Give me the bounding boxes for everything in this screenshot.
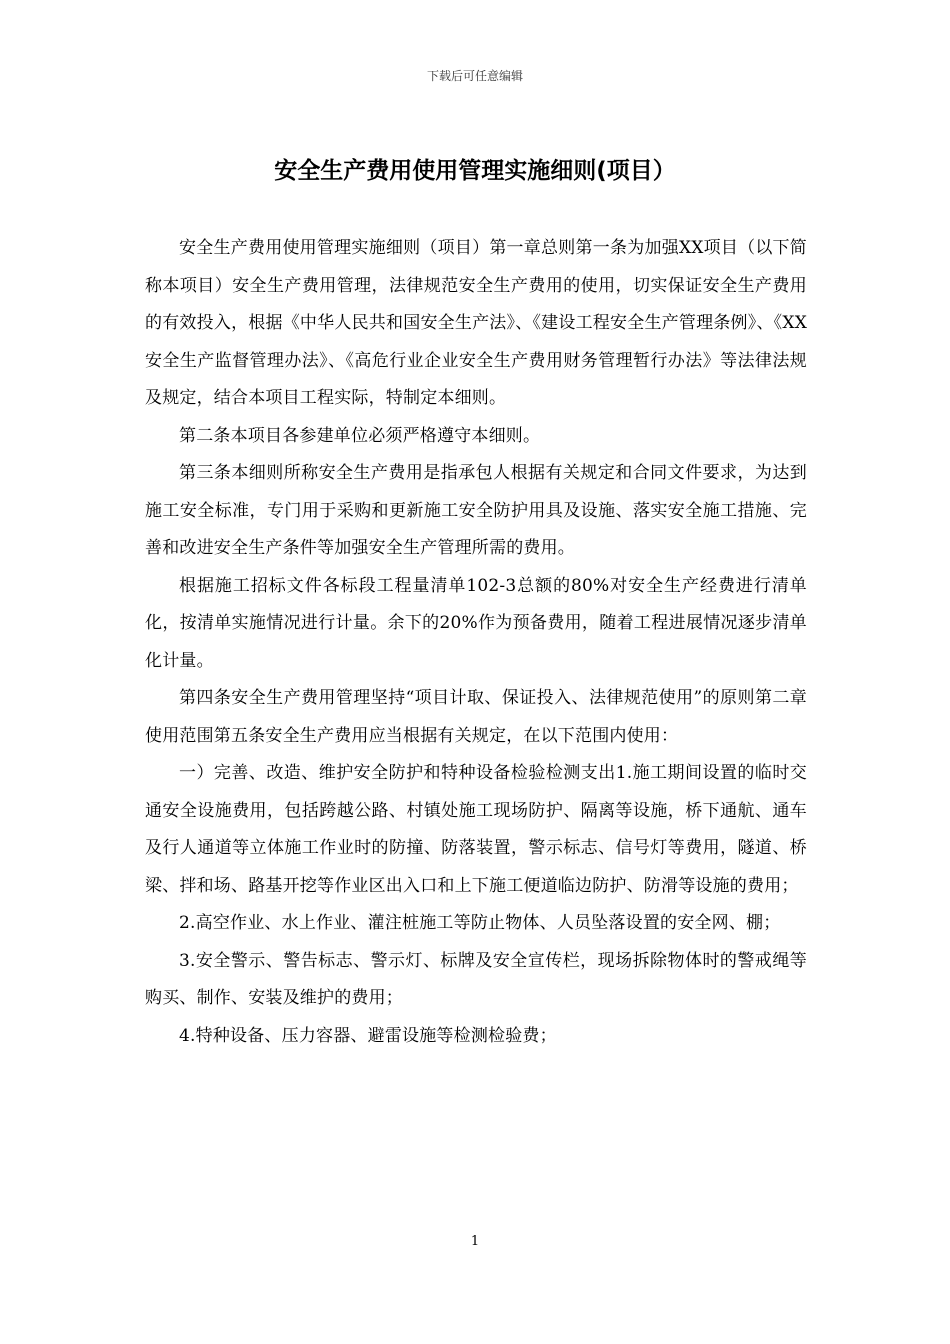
paragraph: 3.安全警示、警告标志、警示灯、标牌及安全宣传栏，现场拆除物体时的警戒绳等购买、制作、安装及维护的费用； [145, 950, 807, 1008]
page-number: 1 [470, 1234, 480, 1249]
paragraph: 根据施工招标文件各标段工程量清单102-3总额的80%对安全生产经费进行清单化，按清单实施情况进行计量。余下的20%作为预备费用，随着工程进展情况逐步清单化计量。 [145, 575, 807, 671]
document-title: 安全生产费用使用管理实施细则(项目） [274, 158, 676, 184]
paragraph: 第三条本细则所称安全生产费用是指承包人根据有关规定和合同文件要求，为达到施工安全标准，专门用于采购和更新施工安全防护用具及设施、落实安全施工措施、完善和改进安全生产条件等加强安全生产管理所需的费用。 [145, 463, 807, 558]
paragraph: 安全生产费用使用管理实施细则（项目）第一章总则第一条为加强XX项目（以下简称本项目）安全生产费用管理，法律规范安全生产费用的使用，切实保证安全生产费用的有效投入，根据《中华人民共和国安全生产法》、《建设工程安全生产管理条例》、《XX安全生产监督管理办法》、《高危行业企业安全生产费用财务管理暂行办法》等法律法规及规定，结合本项目工程实际，特制定本细则。 [145, 238, 807, 408]
paragraph: 一）完善、改造、维护安全防护和特种设备检验检测支出1.施工期间设置的临时交通安全设施费用，包括跨越公路、村镇处施工现场防护、隔离等设施，桥下通航、通车及行人通道等立体施工作业时的防撞、防落装置，警示标志、信号灯等费用，隧道、桥梁、拌和场、路基开挖等作业区出入口和上下施工便道临边防护、防滑等设施的费用； [145, 763, 807, 896]
paragraph: 第四条安全生产费用管理坚持“项目计取、保证投入、法律规范使用”的原则第二章使用范围第五条安全生产费用应当根据有关规定，在以下范围内使用： [145, 688, 807, 746]
header-note: 下载后可任意编辑 [426, 69, 523, 83]
paragraph: 4.特种设备、压力容器、避雷设施等检测检验费； [179, 1025, 557, 1046]
paragraph: 第二条本项目各参建单位必须严格遵守本细则。 [179, 425, 541, 446]
document-body [145, 230, 807, 1055]
paragraph: 2.高空作业、水上作业、灌注桩施工等防止物体、人员坠落设置的安全网、棚； [179, 913, 781, 933]
